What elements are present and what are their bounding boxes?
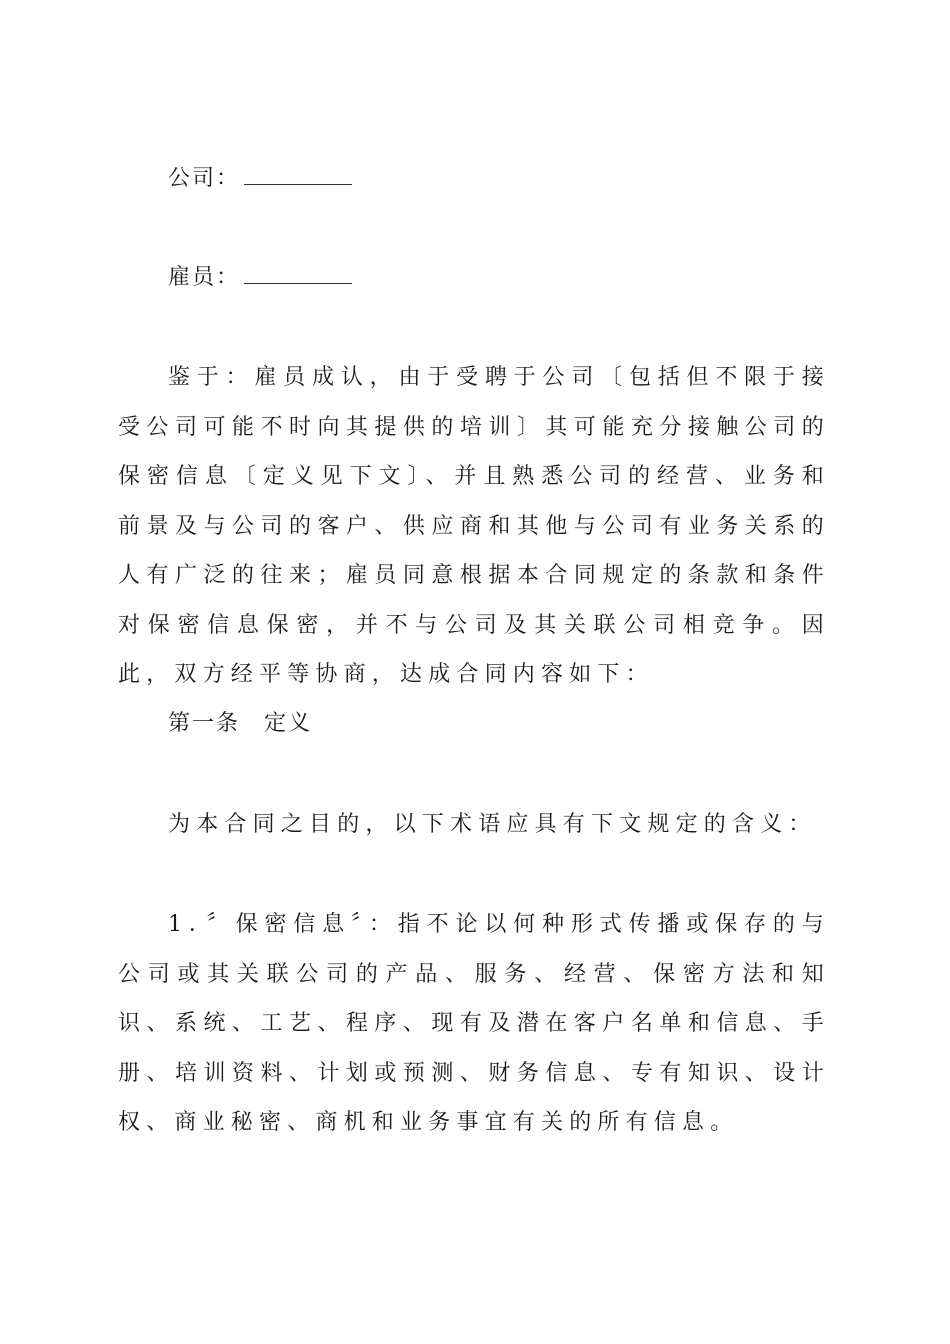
company-field [168, 166, 352, 192]
employee-blank-line [244, 267, 352, 284]
company-blank-line [244, 168, 352, 185]
company-label: 公司： [168, 166, 241, 191]
article-heading [168, 711, 312, 737]
employee-label: 雇员： [168, 265, 241, 290]
article-title: 定义 [264, 711, 313, 736]
employee-field [168, 265, 352, 291]
intro-paragraph: 为本合同之目的，以下术语应具有下文规定的含义： [168, 812, 817, 837]
definition-paragraph: 1．〞保密信息〞：指不论以何种形式传播或保存的与公司或其关联公司的产品、服务、经营、保密方法和知识、系统、工艺、程序、现有及潜在客户名单和信息、手册、培训资料、计划或预测、财务信息、专有知识、设计权、商业秘密、商机和业务事宜有关的所有信息。 [118, 912, 830, 1135]
preamble-paragraph: 鉴于：雇员成认，由于受聘于公司〔包括但不限于接受公司可能不时向其提供的培训〕其可能充分接触公司的保密信息〔定义见下文〕、并且熟悉公司的经营、业务和前景及与公司的客户、供应商和其他与公司有业务关系的人有广泛的往来；雇员同意根据本合同规定的条款和条件对保密信息保密，并不与公司及其关联公司相竞争。因此，双方经平等协商，达成合同内容如下： [118, 365, 830, 687]
article-number: 第一条 [168, 711, 241, 736]
